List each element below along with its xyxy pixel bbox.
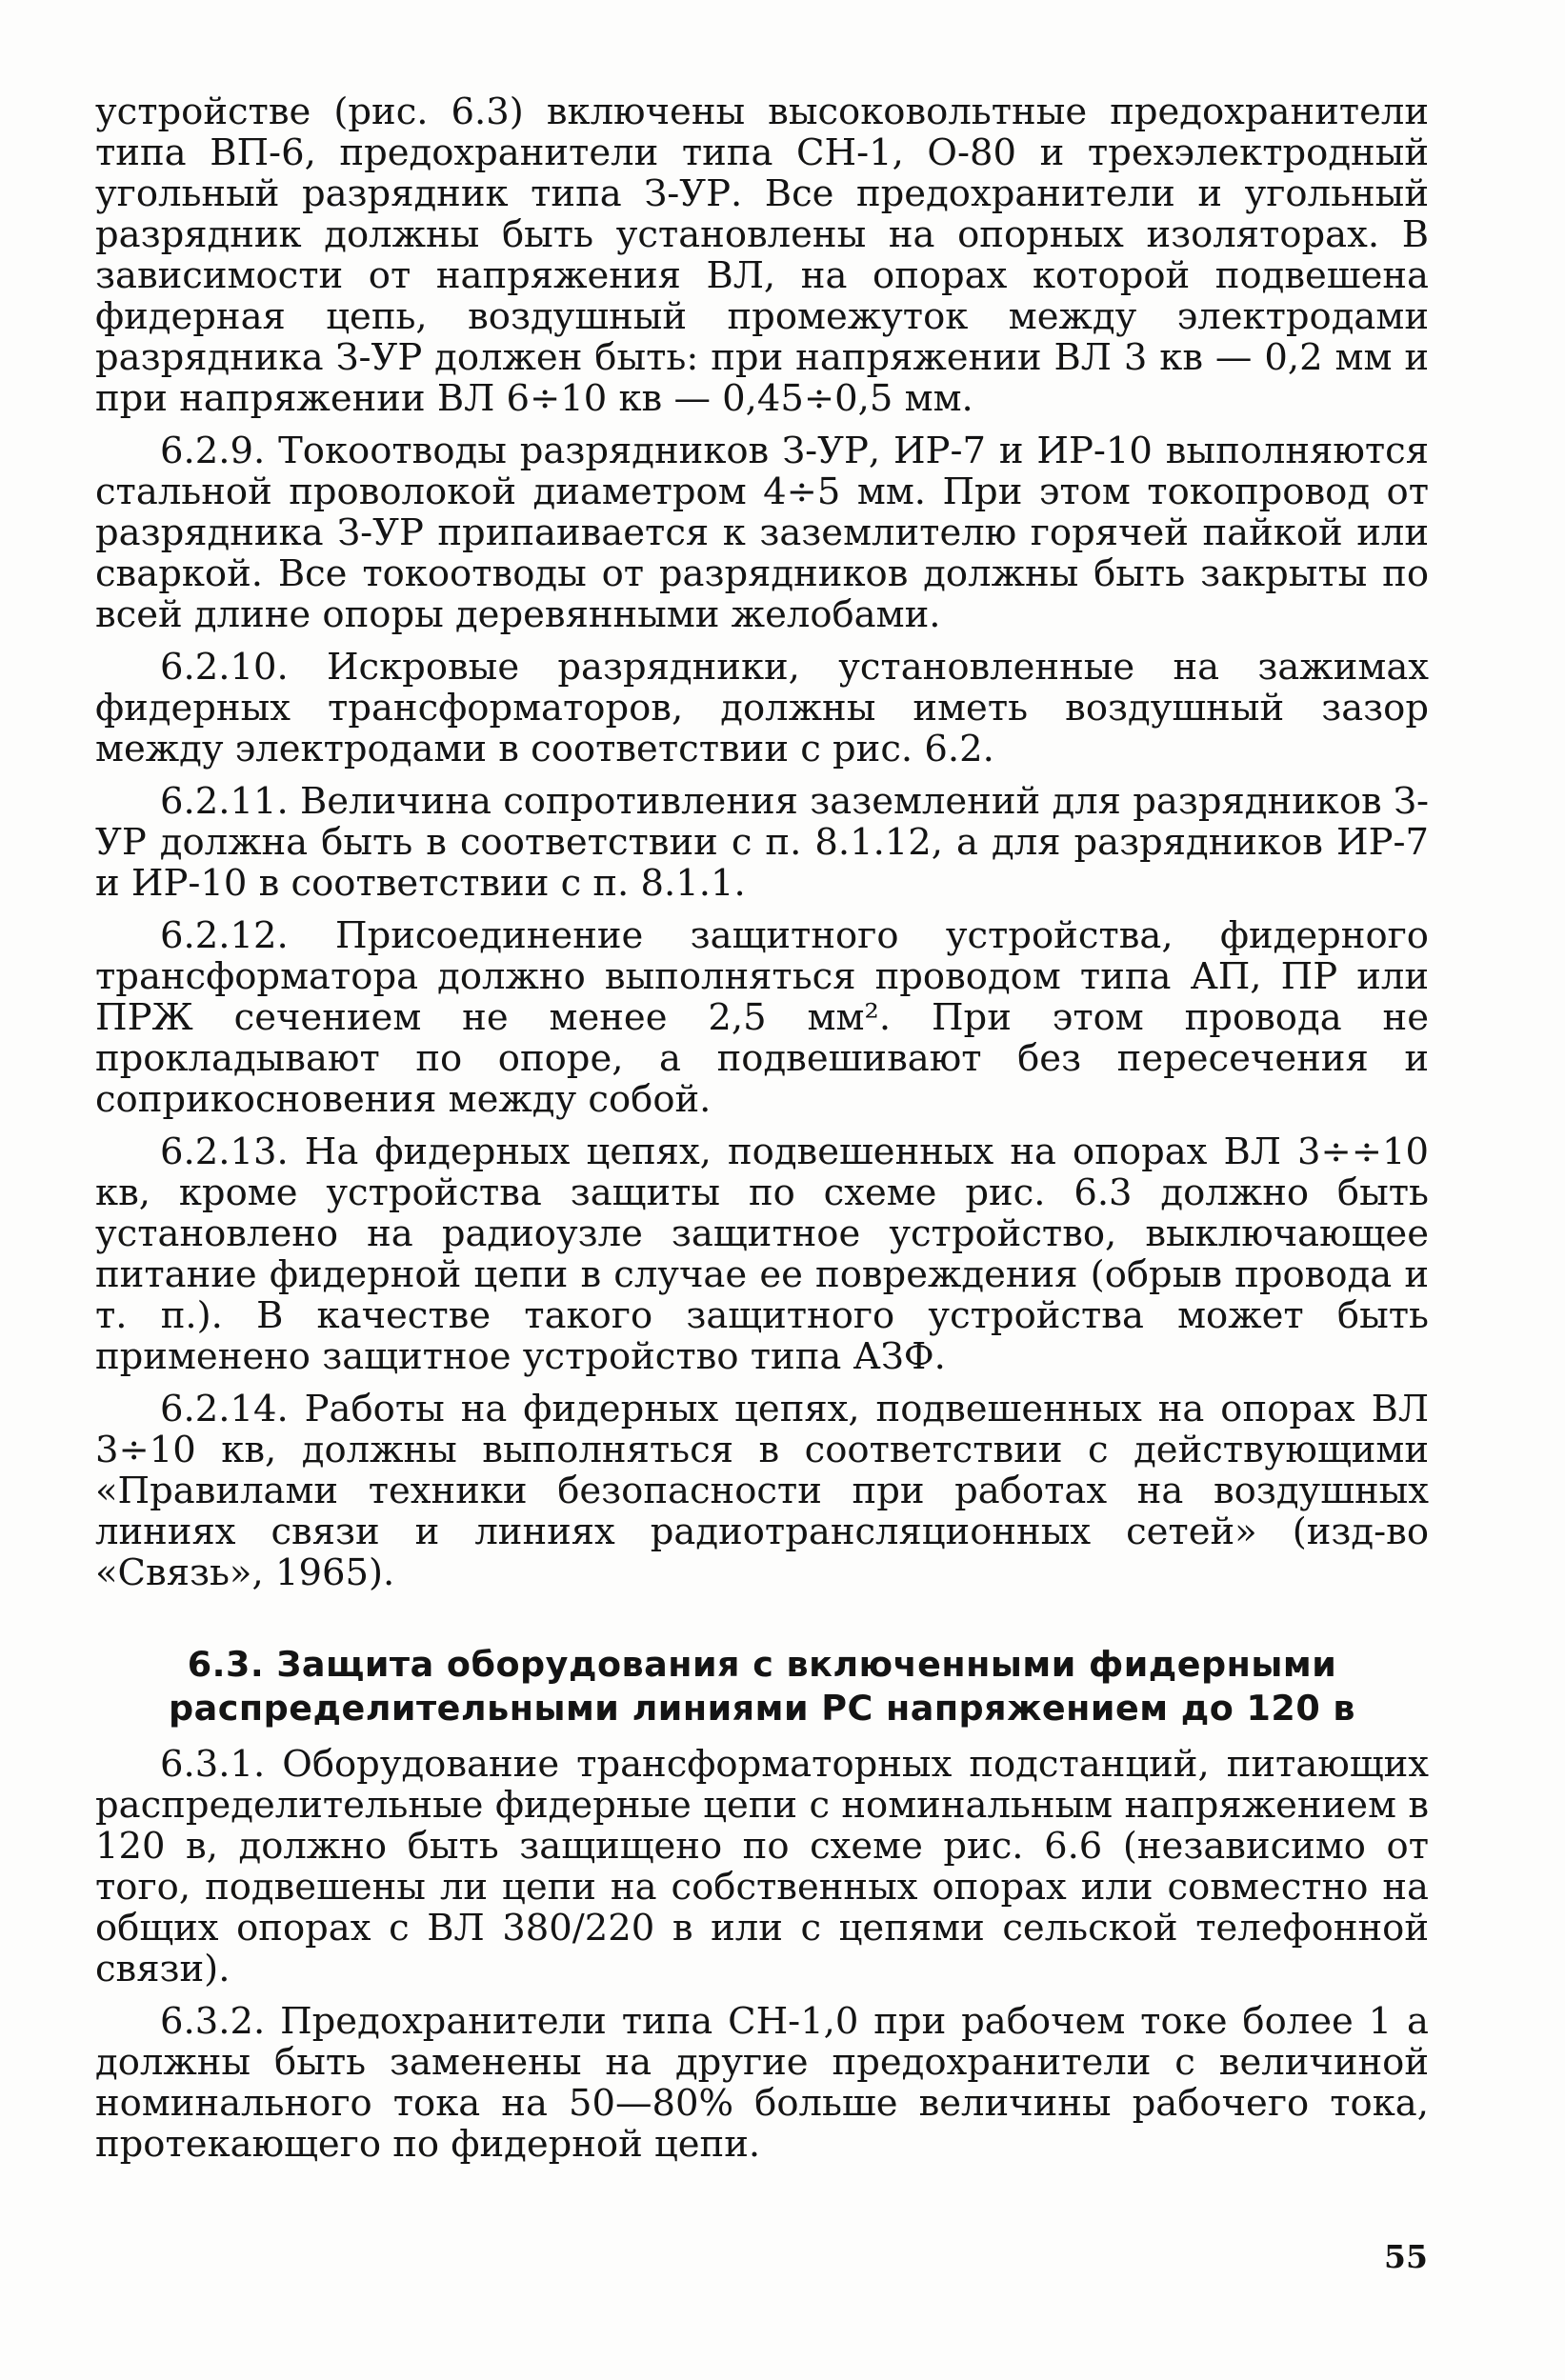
paragraph-6-3-2: 6.3.2. Предохранители типа СН-1,0 при рабочем токе более 1 а должны быть заменены на другие предохранители с величиной номинального тока на 50—80% больше величины рабочего тока, протекающего по фидерной цепи.	[95, 2000, 1429, 2166]
paragraph-6-2-13: 6.2.13. На фидерных цепях, подвешенных на опорах ВЛ 3÷÷10 кв, кроме устройства защиты по схеме рис. 6.3 должно быть установлено на радиоузле защитное устройство, выключающее питание фидерной цепи в случае ее повреждения (обрыв провода и т. п.). В качестве такого защитного устройства может быть применено защитное устройство типа АЗФ.	[95, 1130, 1429, 1378]
paragraph-6-2-9: 6.2.9. Токоотводы разрядников З-УР, ИР-7 и ИР-10 выполняются стальной проволокой диаметром 4÷5 мм. При этом токопровод от разрядника З-УР припаивается к заземлителю горячей пайкой или сваркой. Все токоотводы от разрядников должны быть закрыты по всей длине опоры деревянными желобами.	[95, 430, 1429, 636]
paragraph-intro: устройстве (рис. 6.3) включены высоковольтные предохранители типа ВП-6, предохранители типа СН-1, О-80 и трехэлектродный угольный разрядник типа З-УР. Все предохранители и угольный разрядник должны быть установлены на опорных изоляторах. В зависимости от напряжения ВЛ, на опорах которой подвешена фидерная цепь, воздушный промежуток между электродами разрядника З-УР должен быть: при напряжении ВЛ 3 кв — 0,2 мм и при напряжении ВЛ 6÷10 кв — 0,45÷0,5 мм.	[95, 90, 1429, 420]
paragraph-6-2-12: 6.2.12. Присоединение защитного устройства, фидерного трансформатора должно выполняться проводом типа АП, ПР или ПРЖ сечением не менее 2,5 мм². При этом провода не прокладывают по опоре, а подвешивают без пересечения и соприкосновения между собой.	[95, 914, 1429, 1121]
page-content	[95, 91, 1429, 2165]
section-heading-line-2: распределительными линиями РС напряжением до 120 в	[168, 1688, 1356, 1729]
section-heading-line-1: 6.3. Защита оборудования с включенными фидерными	[187, 1644, 1337, 1685]
paragraph-6-2-14: 6.2.14. Работы на фидерных цепях, подвешенных на опорах ВЛ 3÷10 кв, должны выполняться в соответствии с действующими «Правилами техники безопасности при работах на воздушных линиях связи и линиях радиотрансляционных сетей» (изд-во «Связь», 1965).	[95, 1388, 1429, 1594]
section-heading-6-3	[95, 1643, 1429, 1730]
page-number: 55	[1384, 2238, 1428, 2275]
paragraph-6-2-10: 6.2.10. Искровые разрядники, установленные на зажимах фидерных трансформаторов, должны иметь воздушный зазор между электродами в соответствии с рис. 6.2.	[95, 646, 1429, 770]
paragraph-6-2-11: 6.2.11. Величина сопротивления заземлений для разрядников З-УР должна быть в соответствии с п. 8.1.12, а для разрядников ИР-7 и ИР-10 в соответствии с п. 8.1.1.	[95, 780, 1429, 905]
paragraph-6-3-1: 6.3.1. Оборудование трансформаторных подстанций, питающих распределительные фидерные цепи с номинальным напряжением в 120 в, должно быть защищено по схеме рис. 6.6 (независимо от того, подвешены ли цепи на собственных опорах или совместно на общих опорах с ВЛ 380/220 в или с цепями сельской телефонной связи).	[95, 1743, 1429, 1990]
